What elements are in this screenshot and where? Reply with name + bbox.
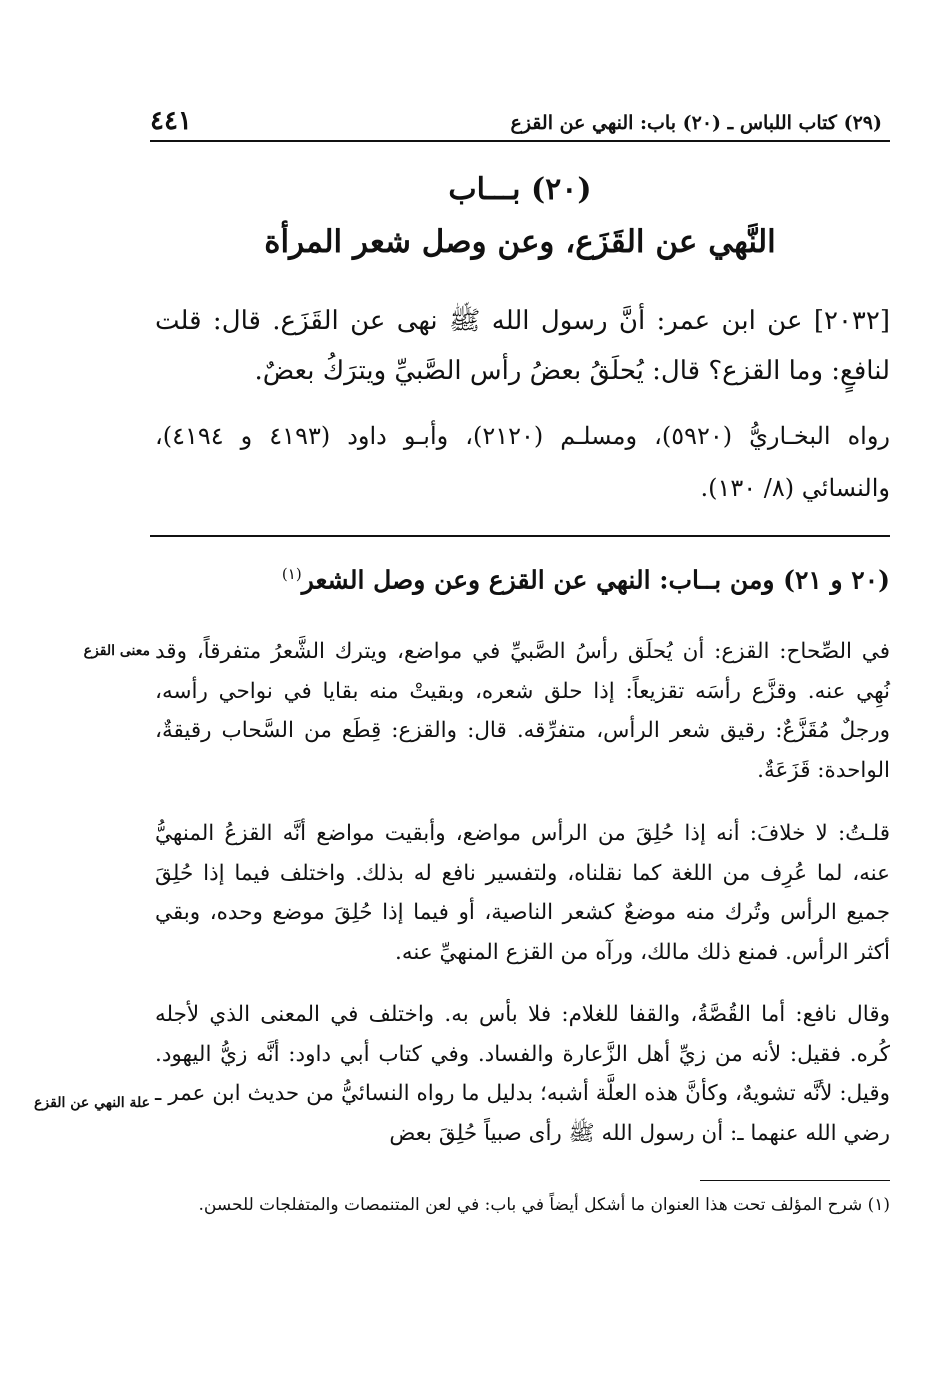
running-title: (٢٩) كتاب اللباس ـ (٢٠) باب: النهي عن القزع [510, 112, 882, 134]
footnote-rule [700, 1180, 890, 1181]
chapter-number: (٢٠) بـــاب [448, 172, 592, 207]
commentary-title [160, 565, 890, 594]
header-rule [150, 140, 890, 142]
hadith-text: [٢٠٣٢] عن ابن عمر: أنَّ رسول الله ﷺ نهى عن القَزَع. قال: قلت لنافعٍ: وما القزع؟ قال: يُحلَقُ بعضُ رأس الصَّبيِّ ويترَكُ بعضٌ. [155, 306, 890, 386]
chapter-title: النَّهي عن القَزَع، وعن وصل شعر المرأة [264, 224, 776, 260]
commentary-paragraph-2: قلـتُ: لا خلافَ: أنه إذا حُلِقَ من الرأس مواضع، وأبقيت مواضع أنَّه القزعُ المنهيُّ عنه، لما عُرِف من اللغة كما نقلناه، ولتفسير نافع له بذلك. واختلف فيما إذا حُلِقَ جميع الرأس وتُرك منه موضعٌ كشعر الناصية، أو فيما إذا حُلِقَ موضع وحده، وبقي أكثر الرأس. فمنع ذلك مالك، ورآه من القزع المنهيِّ عنه. [155, 821, 890, 965]
footnote-text: (١) شرح المؤلف تحت هذا العنوان ما أشكل أيضاً في باب: في لعن المتنمصات والمتفلجات للحسن. [198, 1195, 890, 1215]
commentary-paragraph-3: وقال نافع: أما القُصَّةُ، والقفا للغلام: فلا بأس به. واختلف في المعنى الذي لأجله كُره. فقيل: لأنه من زيِّ أهل الزَّعارة والفساد. وفي كتاب أبي داود: أنَّه زيُّ اليهود. وقيل: لأنَّه تشويهٌ، وكأنَّ هذه العلَّة أشبه؛ بدليل ما رواه النسائيُّ من حديث ابن عمر ـ رضي الله عنهما ـ: أن رسول الله ﷺ رأى صبياً حُلِقَ بعض [155, 1002, 890, 1146]
page-number: ٤٤١ [150, 106, 192, 136]
section-divider [150, 535, 890, 537]
footnote-ref: (١) [281, 565, 302, 583]
margin-note-reason: علة النهي عن القزع [34, 1095, 150, 1111]
page-header [150, 104, 890, 140]
commentary-paragraph-1: في الصِّحاح: القزع: أن يُحلَق رأسُ الصَّبيِّ في مواضع، ويترك الشَّعرُ متفرقاً، وقد نُهِي عنه. وقزَّع رأسَه تقزيعاً: إذا حلق شعره، وبقيتْ منه بقايا في نواحي رأسه، ورجلٌ مُقَزَّعٌ: رقيق شعر الرأس، متفرِّقه. قال: والقزع: قِطَع من السَّحاب رقيقةٌ، الواحدة: قَزَعَةٌ. [155, 639, 890, 783]
commentary-title-text: (٢٠ و ٢١) ومن بــاب: النهي عن القزع وعن وصل الشعر [301, 565, 890, 595]
margin-note-meaning: معنى القزع [83, 643, 150, 659]
hadith-sources: رواه البخـاريُّ (٥٩٢٠)، ومسلـم (٢١٢٠)، وأبـو داود (٤١٩٣ و ٤١٩٤)، والنسائي (٨/ ١٣٠). [155, 422, 890, 502]
